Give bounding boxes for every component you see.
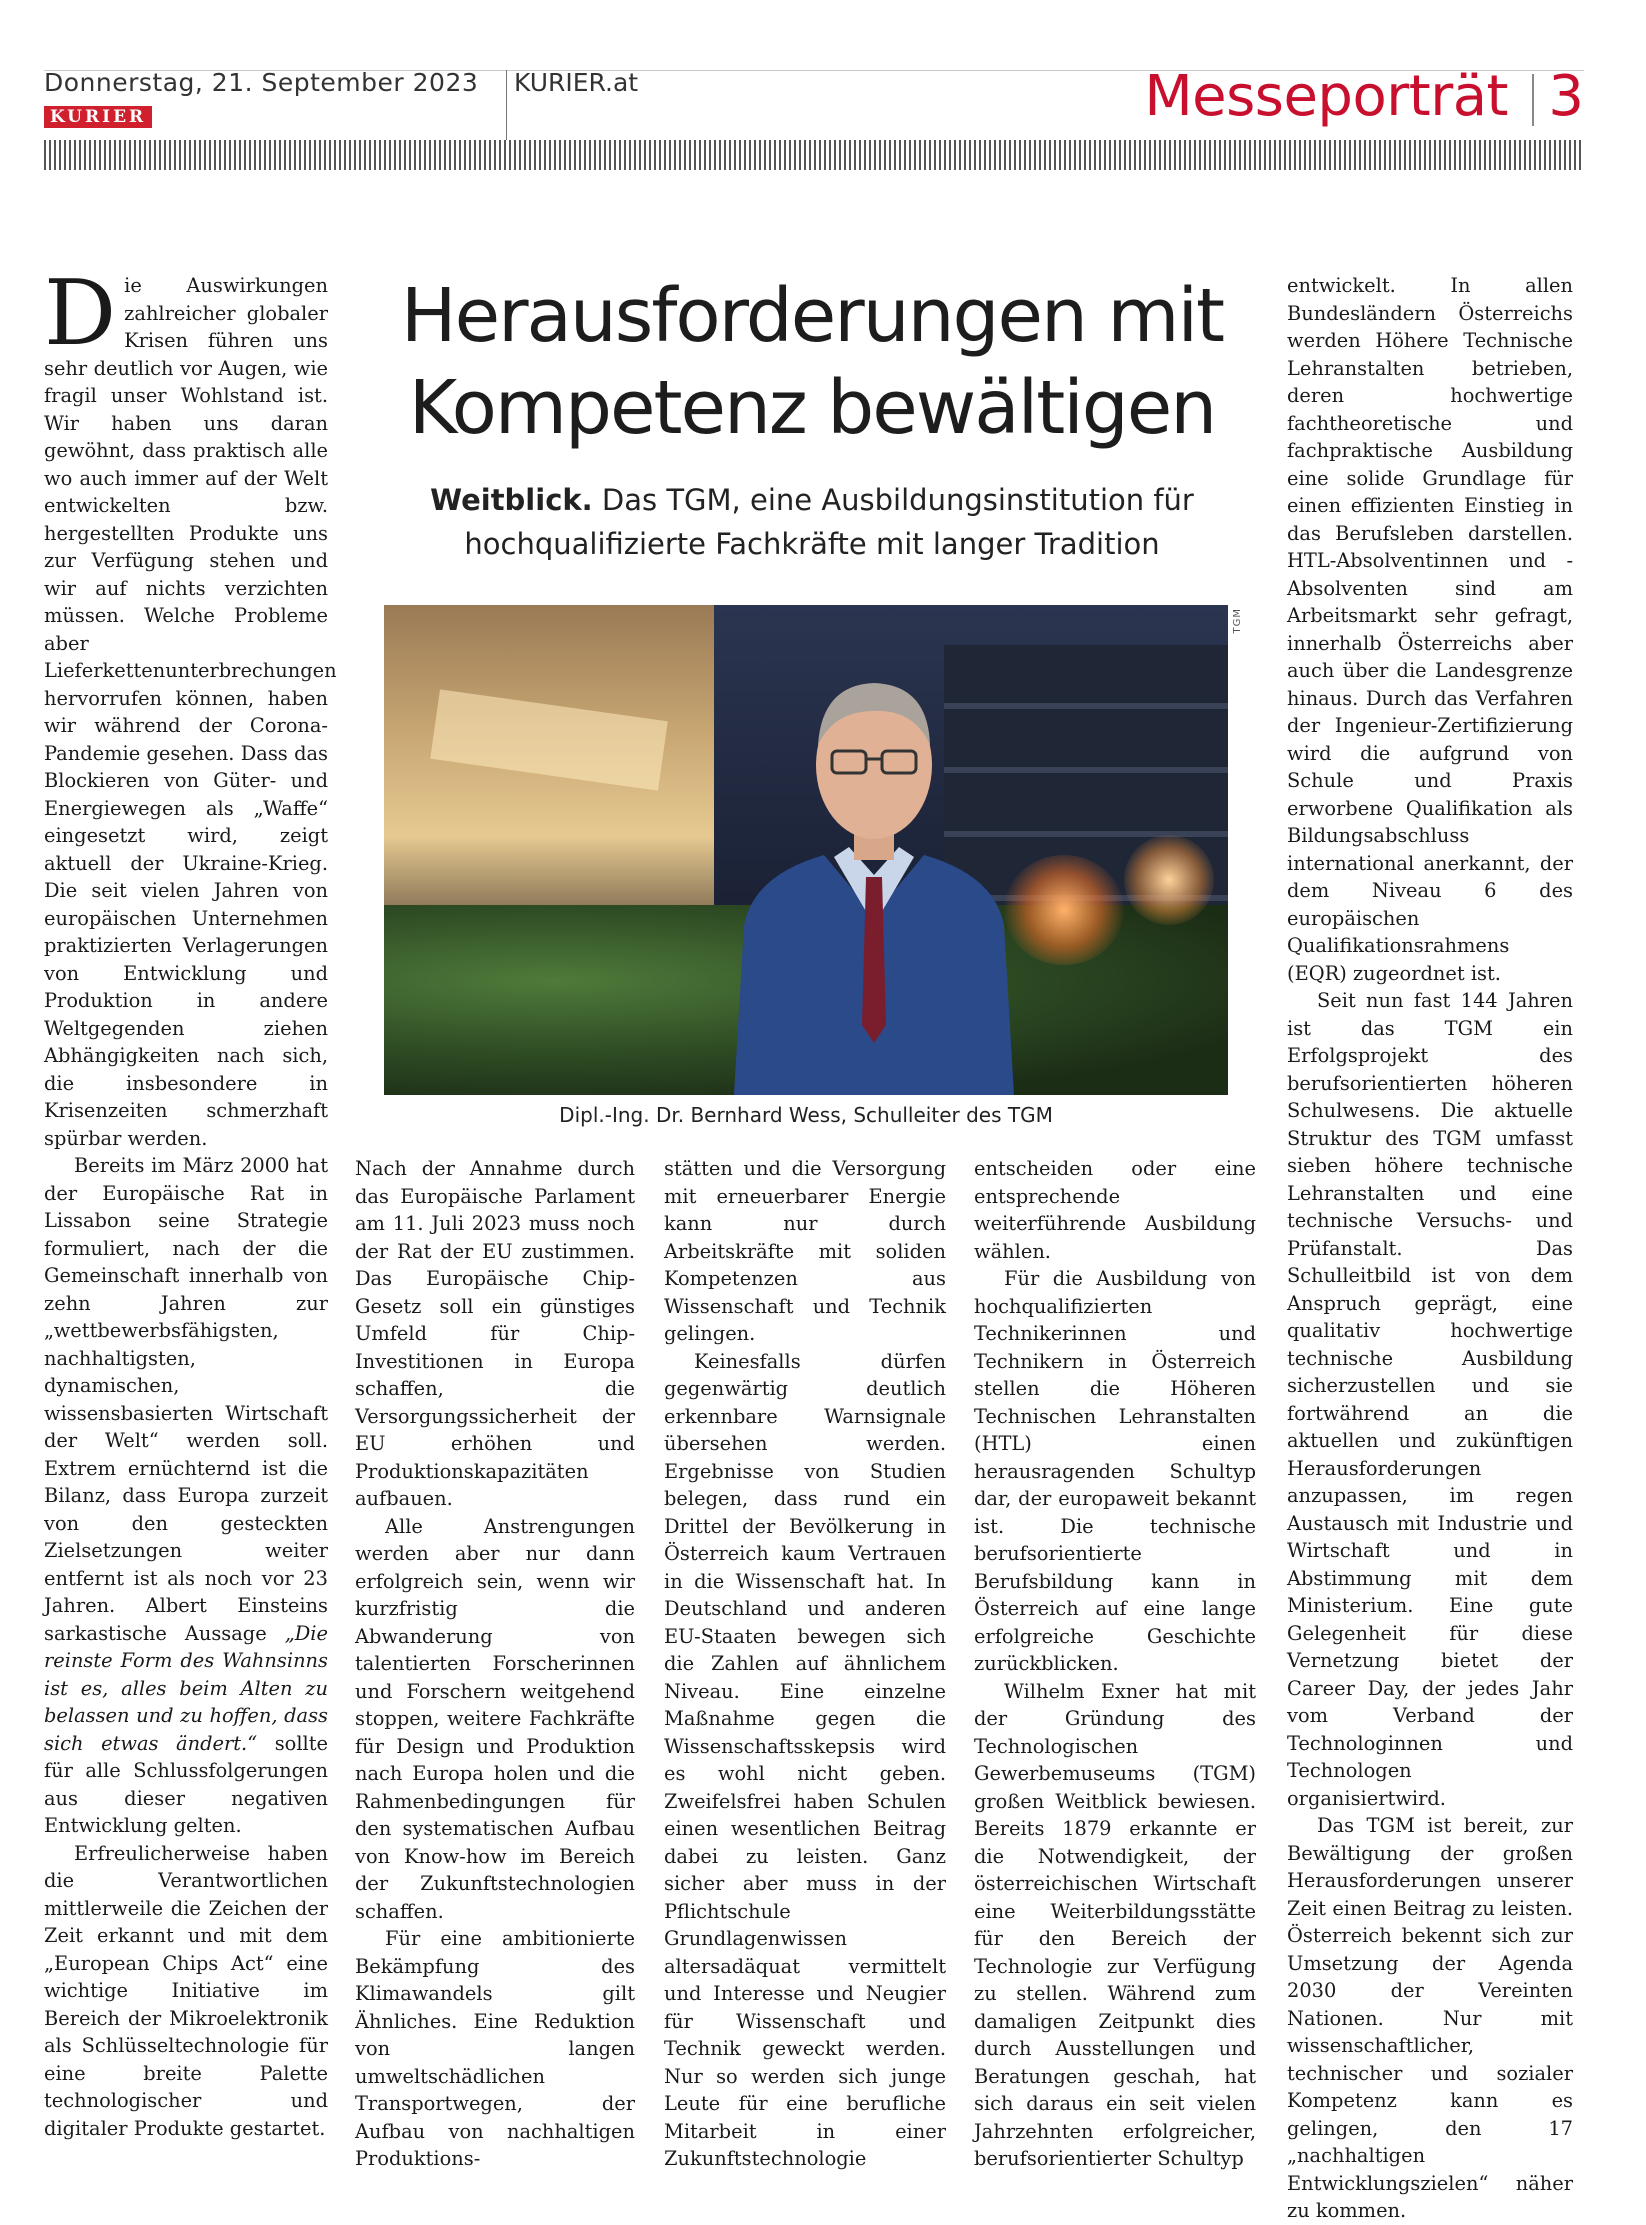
paragraph: Alle Anstrengungen werden aber nur dann erfolgreich sein, wenn wir kurzfristig die Abwanderung von talentierten Forscherinnen und Forschern weitgehend stoppen, weitere Fachkräfte für Design und Produktion nach Europa holen und die Rahmenbedingungen für den systematischen Aufbau von Know-how im Bereich der Zukunftstechnologien schaffen. xyxy=(355,1514,635,1923)
subhead-kicker: Weitblick. xyxy=(430,483,593,517)
paragraph: Erfreulicherweise haben die Verantwortlichen mittlerweile die Zeichen der Zeit erkannt und mit dem „European Chips Act“ eine wichtige Initiative im Bereich der Mikroelektronik als Schlüsseltechnologie für eine breite Palette technologischer und digitaler Produkte gestartet. xyxy=(44,1841,328,2140)
paragraph: entwickelt. In allen Bundesländern Österreichs werden Höhere Technische Lehranstalten betrieben, deren hochwertige fachtheoretische und fachpraktische Ausbildung eine solide Grundlage für einen effizienten Einstieg in das Berufsleben darstellen. HTL-Absolventinnen und -Absolventen sind am Arbeitsmarkt sehr gefragt, innerhalb Österreichs aber auch über die Landesgrenze hinaus. Durch das Verfahren der Ingenieur-Zertifizierung wird die aufgrund von Schule und Praxis erworbene Qualifikation als Bildungsabschluss international anerkannt, der dem Niveau 6 des europäischen Qualifikationsrahmens (EQR) zugeordnet ist. xyxy=(1287,274,1573,985)
paragraph: Seit nun fast 144 Jahren ist das TGM ein Erfolgsprojekt des berufsorientierten höheren Schulwesens. Die aktuelle Struktur des TGM umfasst sieben höhere technische Lehranstalten und eine technische Versuchs- und Prüfanstalt. Das Schulleitbild ist von dem Anspruch geprägt, eine qualitativ hochwertige technische Ausbildung sicherzustellen und sie fortwährend an die aktuellen und zukünftigen Herausforderungen anzupassen, im regen Austausch mit Industrie und Wirtschaft und in Abstimmung mit dem Ministerium. Eine gute Gelegenheit für diese Vernetzung bietet der Career Day, der jedes Jahr vom Verband der Technologinnen und Technologen organisiertwird. xyxy=(1287,989,1573,1810)
issue-date: Donnerstag, 21. September 2023 xyxy=(44,68,479,97)
paragraph xyxy=(44,1152,328,1840)
section-title: Messeporträt xyxy=(1144,64,1508,129)
paragraph xyxy=(44,261,337,1152)
paragraph: Das TGM ist bereit, zur Bewältigung der großen Herausforderungen unserer Zeit einen Beitrag zu leisten. Österreich bekennt sich zur Umsetzung der Agenda 2030 der Vereinten Nationen. Nur mit wissenschaftlicher, technischer und sozialer Kompetenz kann es gelingen, den 17 „nachhaltigen Entwicklungszielen“ näher zu kommen. xyxy=(1287,1814,1573,2222)
photo-caption: Dipl.-Ing. Dr. Bernhard Wess, Schulleiter des TGM xyxy=(559,1103,1053,1127)
subhead-line-2: hochqualifizierte Fachkräfte mit langer Tradition xyxy=(464,527,1160,561)
paragraph: entscheiden oder eine entsprechende weiterführende Ausbildung wählen. xyxy=(974,1157,1256,1263)
header-divider xyxy=(506,70,507,140)
article-subheadline xyxy=(362,478,1262,566)
headline-line-2: Kompetenz bewältigen xyxy=(408,365,1216,451)
kurier-logo: KURIER xyxy=(44,106,152,128)
article-column-2 xyxy=(355,1155,635,2173)
paragraph-text: sollte für alle Schlussfolgerungen aus dieser negativen Entwicklung gelten. xyxy=(44,1731,329,1837)
photo-light-glow xyxy=(1124,835,1214,925)
paragraph: stätten und die Versorgung mit erneuerbarer Energie kann nur durch Arbeitskräfte mit soliden Kompetenzen aus Wissenschaft und Technik gelingen. xyxy=(664,1157,946,1345)
article-column-1 xyxy=(44,261,337,2142)
photo-building-left xyxy=(384,605,714,935)
paragraph-text: Bereits im März 2000 hat der Europäische Rat in Lissabon seine Strategie formuliert, nach der die Gemeinschaft innerhalb von zehn Jahren zur „wettbewerbsfähigsten, nachhaltigsten, dynamischen, wissensbasierten Wirtschaft der Welt“ werden soll. Extrem ernüchternd ist die Bilanz, dass Europa zurzeit von den gesteckten Zielsetzungen weiter entfernt ist als noch vor 23 Jahren. Albert Einsteins sarkastische Aussage xyxy=(44,1154,328,1645)
headline-line-1: Herausforderungen mit xyxy=(400,273,1224,359)
site-url: KURIER.at xyxy=(514,68,639,97)
einstein-quote: „Die reinste Form des Wahnsinns ist es, alles beim Alten zu belassen und zu hoffen, dass sich etwas ändert.“ xyxy=(44,1621,328,1755)
paragraph: Wilhelm Exner hat mit der Gründung des Technologischen Gewerbemuseums (TGM) großen Weitblick bewiesen. Bereits 1879 erkannte er die Notwendigkeit, der österreichischen Wirtschaft eine Weiterbildungsstätte für den Bereich der Technologie zur Verfügung zu stellen. Während zum damaligen Zeitpunkt dies durch Ausstellungen und Beratungen geschah, hat sich daraus ein seit vielen Jahrzehnten erfolgreicher, berufsorientierter Schultyp xyxy=(974,1679,1256,2170)
photo-credit: TGM xyxy=(1232,608,1243,634)
paragraph: Für eine ambitionierte Bekämpfung des Klimawandels gilt Ähnliches. Eine Reduktion von langen umweltschädlichen Transportwegen, der Aufbau von nachhaltigen Produktions- xyxy=(355,1927,635,2170)
article-column-5 xyxy=(1287,272,1573,2225)
photo-lit-sign xyxy=(430,689,668,790)
drop-cap: D xyxy=(44,261,117,366)
page-header xyxy=(44,62,1584,162)
section-page-divider xyxy=(1532,74,1534,126)
header-stripe-band xyxy=(44,140,1584,170)
article-column-3 xyxy=(664,1155,946,2173)
page-number: 3 xyxy=(1548,64,1584,129)
paragraph-text: ie Auswirkungen zahlreicher globaler Krisen führen uns sehr deutlich vor Augen, wie fragil unser Wohlstand ist. Wir haben uns daran gewöhnt, dass praktisch alle wo auch immer auf der Welt entwickelten bzw. hergestellten Produkte uns zur Verfügung stehen und wir auf nichts verzichten müssen. Welche Probleme aber Lieferkettenunterbrechungen hervorrufen können, haben wir während der Corona-Pandemie gesehen. Dass das Blockieren von Güter- und Energiewegen als „Waffe“ eingesetzt wird, zeigt aktuell der Ukraine-Krieg. Die seit vielen Jahren von europäischen Unternehmen praktizierten Verlagerungen von Entwicklung und Produktion in andere Weltgegenden ziehen Abhängigkeiten nach sich, die insbesondere in Krisenzeiten schmerzhaft spürbar werden. xyxy=(44,274,337,1150)
article-headline xyxy=(362,270,1262,454)
subhead-line-1: Das TGM, eine Ausbildungsinstitution für xyxy=(601,483,1194,517)
portrait-person xyxy=(714,625,1034,1095)
paragraph: Für die Ausbildung von hochqualifizierten Technikerinnen und Technikern in Österreich stellen die Höheren Technischen Lehranstalten (HTL) einen herausragenden Schultyp dar, der europaweit bekannt ist. Die technische berufsorientierte Berufsbildung kann in Österreich auf eine lange erfolgreiche Geschichte zurückblicken. xyxy=(974,1267,1256,1675)
paragraph: Nach der Annahme durch das Europäische Parlament am 11. Juli 2023 muss noch der Rat der EU zustimmen. Das Europäische Chip-Gesetz soll ein günstiges Umfeld für Chip-Investitionen in Europa schaffen, die Versorgungssicherheit der EU erhöhen und Produktionskapazitäten aufbauen. xyxy=(355,1157,635,1510)
portrait-photo xyxy=(384,605,1228,1095)
article-column-4 xyxy=(974,1155,1256,2173)
paragraph: Keinesfalls dürfen gegenwärtig deutlich erkennbare Warnsignale übersehen werden. Ergebnisse von Studien belegen, dass rund ein Drittel der Bevölkerung in Österreich kaum Vertrauen in die Wissenschaft hat. In Deutschland und anderen EU-Staaten bewegen sich die Zahlen auf ähnlichem Niveau. Eine einzelne Maßnahme gegen die Wissenschaftsskepsis wird es wohl nicht geben. Zweifelsfrei haben Schulen einen wesentlichen Beitrag dabei zu leisten. Ganz sicher aber muss in der Pflichtschule Grundlagenwissen altersadäquat vermittelt und Interesse und Neugier für Wissenschaft und Technik geweckt werden. Nur so werden sich junge Leute für eine berufliche Mitarbeit in einer Zukunftstechnologie xyxy=(664,1349,946,2170)
